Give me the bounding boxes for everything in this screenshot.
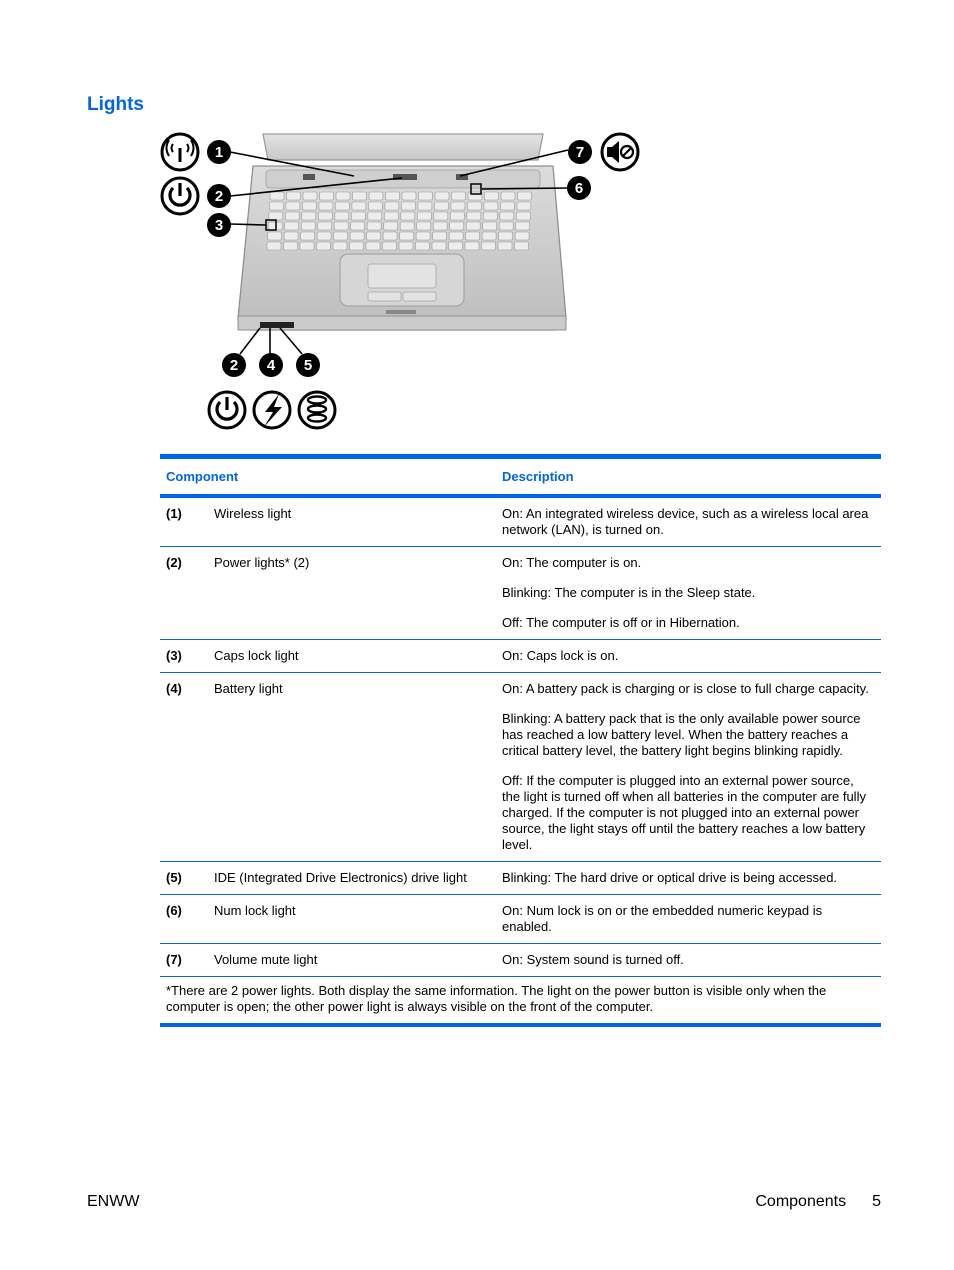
callout-3 (207, 213, 231, 237)
keyboard-key (269, 212, 283, 220)
keyboard-key (450, 212, 464, 220)
keyboard-key (351, 222, 365, 230)
keyboard-key (500, 202, 514, 210)
description-paragraph: Blinking: A battery pack that is the only available power source has reached a low battery level. When the battery reaches a critical battery level, the battery light begins blinking rapidly. (502, 711, 861, 758)
keyboard-key (318, 222, 332, 230)
keyboard-key (418, 202, 432, 210)
description-paragraph: On: Caps lock is on. (502, 648, 619, 663)
keyboard-key (517, 202, 531, 210)
keyboard-key (366, 242, 380, 250)
callout-label: 4 (266, 357, 276, 374)
component-name: Power lights* (2) (214, 555, 310, 570)
keyboard-key (466, 232, 480, 240)
component-number: (6) (166, 903, 182, 918)
keyboard-key (435, 192, 449, 200)
keyboard-key (482, 232, 496, 240)
description-paragraph: On: The computer is on. (502, 555, 642, 570)
keyboard-key (467, 212, 481, 220)
description-paragraph: Blinking: The computer is in the Sleep state. (502, 585, 756, 600)
keyboard-key (400, 232, 414, 240)
keyboard-key (317, 242, 331, 250)
components-table (160, 454, 881, 1027)
description-paragraph: On: A battery pack is charging or is close to full charge capacity. (502, 681, 869, 696)
table-row (160, 673, 881, 862)
keyboard-key (368, 202, 382, 210)
callout-label: 3 (214, 217, 224, 234)
keyboard-key (515, 232, 529, 240)
keyboard-key (468, 192, 482, 200)
keyboard-key (383, 242, 397, 250)
keyboard-key (482, 242, 496, 250)
drive-icon (299, 392, 335, 428)
keyboard-key (518, 192, 532, 200)
component-description (496, 496, 881, 547)
component-description (496, 944, 881, 977)
keyboard-key (302, 202, 316, 210)
component-name: IDE (Integrated Drive Electronics) drive light (214, 870, 467, 885)
keyboard-key (367, 222, 381, 230)
footer-section: Components (755, 1193, 847, 1210)
keyboard-key (284, 242, 298, 250)
keyboard-key (401, 202, 415, 210)
keyboard-key (467, 202, 481, 210)
keyboard-key (383, 232, 397, 240)
component-description (496, 547, 881, 640)
description-paragraph: Blinking: The hard drive or optical drive is being accessed. (502, 870, 838, 885)
keyboard-key (434, 202, 448, 210)
component-name: Wireless light (214, 506, 292, 521)
footer-doc-code: ENWW (87, 1193, 140, 1210)
table-row (160, 944, 881, 977)
volume-mute-icon (602, 134, 638, 170)
keyboard-key (419, 192, 433, 200)
component-description (496, 640, 881, 673)
keyboard-key (335, 212, 349, 220)
keyboard-key (399, 242, 413, 250)
battery-charge-icon (254, 392, 290, 428)
callout-label: 2 (214, 188, 224, 205)
keyboard-key (386, 192, 400, 200)
keyboard-key (499, 232, 513, 240)
component-name: Num lock light (214, 903, 296, 918)
callout-7 (568, 140, 592, 164)
keyboard-key (353, 192, 367, 200)
callout-1 (207, 140, 231, 164)
keyboard-key (402, 192, 416, 200)
keyboard-key (451, 202, 465, 210)
keyboard-key (268, 222, 282, 230)
keyboard-key (416, 242, 430, 250)
keyboard-key (285, 212, 299, 220)
keyboard-key (501, 192, 515, 200)
component-description (496, 673, 881, 862)
keyboard-key (320, 192, 334, 200)
keyboard-key (334, 222, 348, 230)
keyboard-key (465, 242, 479, 250)
keyboard-key (516, 212, 530, 220)
keyboard-key (466, 222, 480, 230)
footer-right (755, 1193, 881, 1211)
callout-2-front (222, 353, 246, 377)
page-number: 5 (872, 1193, 881, 1210)
callout-5 (296, 353, 320, 377)
keyboard-key (452, 192, 466, 200)
keyboard-key (302, 212, 316, 220)
component-name: Volume mute light (214, 952, 318, 967)
keyboard-key (351, 212, 365, 220)
table-note-row (160, 977, 881, 1026)
keyboard-key (433, 232, 447, 240)
callout-6 (567, 176, 591, 200)
keyboard-key (334, 232, 348, 240)
keyboard-key (450, 222, 464, 230)
keyboard-key (369, 192, 383, 200)
keyboard-key (318, 212, 332, 220)
keyboard-key (333, 242, 347, 250)
component-description (496, 862, 881, 895)
keyboard-key (368, 212, 382, 220)
component-description (496, 895, 881, 944)
keyboard-key (401, 212, 415, 220)
keyboard-key (301, 232, 315, 240)
keyboard-key (515, 242, 529, 250)
keyboard-key (352, 202, 366, 210)
table-row (160, 862, 881, 895)
keyboard-key (384, 212, 398, 220)
keyboard-key (384, 222, 398, 230)
keyboard-key (516, 222, 530, 230)
keyboard-key (433, 222, 447, 230)
table-header-row (160, 457, 881, 497)
callout-4 (259, 353, 283, 377)
component-number: (1) (166, 506, 182, 521)
keyboard-key (317, 232, 331, 240)
keyboard-key (367, 232, 381, 240)
component-number: (4) (166, 681, 182, 696)
keyboard-key (385, 202, 399, 210)
description-paragraph: On: System sound is turned off. (502, 952, 684, 967)
table-footnote: *There are 2 power lights. Both display the same information. The light on the power button is visible only when the computer is open; the other power light is always visible on the front of the computer. (166, 983, 827, 1014)
callout-label: 5 (303, 357, 313, 374)
component-name: Caps lock light (214, 648, 299, 663)
keyboard-key (301, 222, 315, 230)
column-header-component: Component (166, 469, 239, 484)
keyboard-key (416, 232, 430, 240)
keyboard-key (449, 232, 463, 240)
keyboard-key (336, 192, 350, 200)
callout-label: 7 (575, 144, 585, 161)
component-number: (5) (166, 870, 182, 885)
keyboard-key (284, 232, 298, 240)
keyboard-key (499, 222, 513, 230)
keyboard-key (303, 192, 317, 200)
keyboard-key (500, 212, 514, 220)
laptop-lights-illustration (158, 128, 648, 438)
keyboard-key (434, 212, 448, 220)
keyboard-key (498, 242, 512, 250)
keyboard-key (268, 232, 282, 240)
keyboard-key (350, 232, 364, 240)
keyboard-key (417, 222, 431, 230)
keyboard-key (285, 222, 299, 230)
keyboard-key (417, 212, 431, 220)
keyboard-key (350, 242, 364, 250)
keyboard-key (335, 202, 349, 210)
keyboard-key (400, 222, 414, 230)
description-paragraph: On: Num lock is on or the embedded numeric keypad is enabled. (502, 903, 823, 934)
keyboard-key (485, 192, 499, 200)
callout-2 (207, 184, 231, 208)
callout-label: 2 (229, 357, 239, 374)
column-header-description: Description (502, 469, 574, 484)
wireless-icon (162, 134, 198, 170)
table-row (160, 496, 881, 547)
callout-label: 1 (214, 144, 224, 161)
keyboard-key (432, 242, 446, 250)
component-name: Battery light (214, 681, 283, 696)
power-icon-front (209, 392, 245, 428)
section-heading: Lights (87, 94, 144, 115)
description-paragraph: On: An integrated wireless device, such as a wireless local area network (LAN), is turned on. (502, 506, 869, 537)
callout-label: 6 (574, 180, 584, 197)
table-row (160, 895, 881, 944)
component-number: (2) (166, 555, 182, 570)
keyboard-key (269, 202, 283, 210)
keyboard-key (483, 212, 497, 220)
keyboard-key (449, 242, 463, 250)
keyboard-key (286, 202, 300, 210)
keyboard-key (483, 222, 497, 230)
table-body (160, 496, 881, 1025)
keyboard-key (270, 192, 284, 200)
keyboard-key (287, 192, 301, 200)
keyboard-key (484, 202, 498, 210)
description-paragraph: Off: The computer is off or in Hibernation. (502, 615, 740, 630)
component-number: (7) (166, 952, 182, 967)
component-number: (3) (166, 648, 182, 663)
description-paragraph: Off: If the computer is plugged into an external power source, the light is turned off when all batteries in the computer are fully charged. If the computer is not plugged into an external power source, the light stays off until the battery reaches a low battery level. (502, 773, 866, 852)
power-icon (162, 178, 198, 214)
keyboard-key (300, 242, 314, 250)
keyboard-key (267, 242, 281, 250)
keyboard-key (319, 202, 333, 210)
table-row (160, 547, 881, 640)
table-row (160, 640, 881, 673)
